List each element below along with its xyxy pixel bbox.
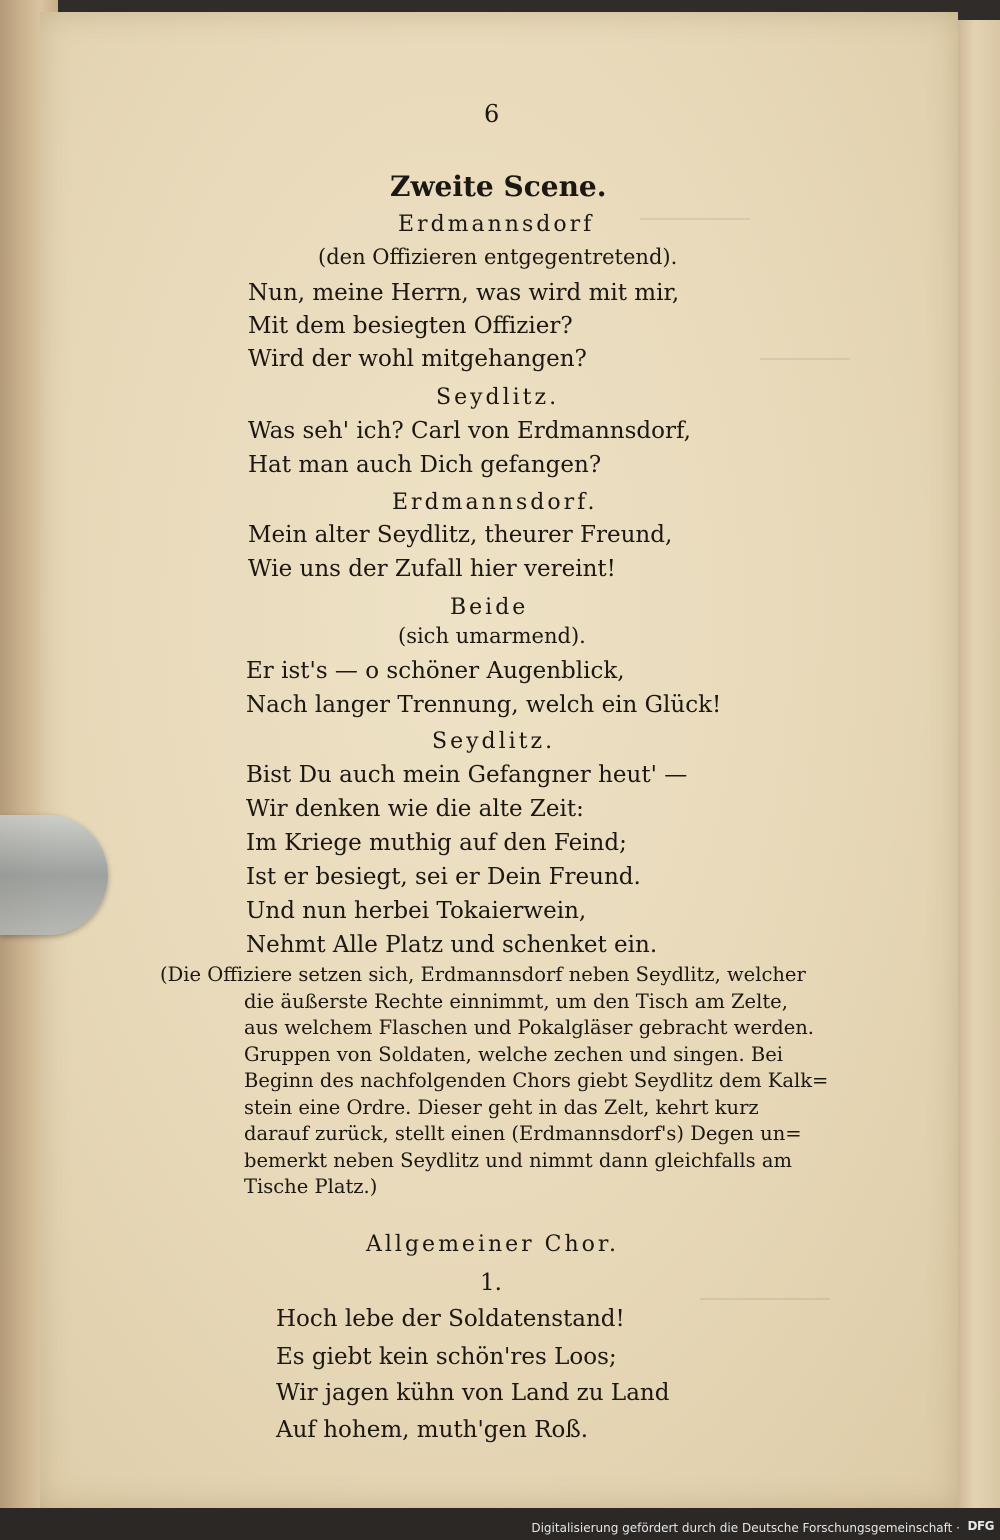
stage-direction-line: die äußerste Rechte einnimmt, um den Tisch am Zelte,	[244, 989, 788, 1013]
verse-line: Hat man auch Dich gefangen?	[248, 452, 602, 478]
verse-line: Mit dem besiegten Offizier?	[248, 313, 573, 339]
stage-direction-line: aus welchem Flaschen und Pokalgläser gebracht werden.	[244, 1016, 815, 1039]
verse-line: Hoch lebe der Soldatenstand!	[276, 1306, 625, 1332]
stage-direction-line: darauf zurück, stellt einen (Erdmannsdorf's) Degen un=	[244, 1122, 802, 1145]
verse-line: Wir jagen kühn von Land zu Land	[276, 1380, 670, 1406]
right-page-edge	[958, 20, 1000, 1508]
stage-direction-line: (Die Offiziere setzen sich, Erdmannsdorf neben Seydlitz, welcher	[160, 963, 806, 986]
stage-direction-line: Gruppen von Soldaten, welche zechen und singen. Bei	[244, 1042, 783, 1066]
speaker-seydlitz: Seydlitz.	[436, 385, 560, 410]
stage-direction-line: stein eine Ordre. Dieser geht in das Zelt, kehrt kurz	[244, 1095, 759, 1119]
stage-direction-line: bemerkt neben Seydlitz und nimmt dann gleichfalls am	[244, 1148, 792, 1172]
scene-title: Zweite Scene.	[390, 170, 607, 203]
verse-line: Im Kriege muthig auf den Feind;	[246, 830, 627, 856]
page-number: 6	[484, 100, 500, 128]
verse-line: Wie uns der Zufall hier vereint!	[248, 556, 616, 582]
verse-line: Wird der wohl mitgehangen?	[248, 346, 587, 372]
verse-line: Es giebt kein schön'res Loos;	[276, 1344, 617, 1370]
verse-line: Bist Du auch mein Gefangner heut' —	[246, 762, 688, 788]
stage-direction-line: Tische Platz.)	[244, 1175, 378, 1198]
verse-line: Wir denken wie die alte Zeit:	[246, 796, 584, 822]
verse-line: Auf hohem, muth'gen Roß.	[276, 1417, 589, 1443]
verse-line: Mein alter Seydlitz, theurer Freund,	[248, 522, 673, 548]
speaker-seydlitz: Seydlitz.	[432, 729, 556, 754]
verse-line: Nach langer Trennung, welch ein Glück!	[246, 692, 722, 718]
chorus-heading: Allgemeiner Chor.	[366, 1232, 620, 1257]
chorus-number: 1.	[480, 1270, 502, 1296]
stage-direction-inline: (sich umarmend).	[398, 624, 586, 648]
verse-line: Nun, meine Herrn, was wird mit mir,	[248, 280, 680, 306]
verse-line: Und nun herbei Tokaierwein,	[246, 898, 587, 924]
speaker-beide: Beide	[450, 595, 529, 620]
dfg-logo: DFG	[967, 1519, 994, 1533]
verse-line: Nehmt Alle Platz und schenket ein.	[246, 932, 658, 958]
stage-direction-paragraph	[160, 963, 840, 1202]
speaker-erdmannsdorf: Erdmannsdorf.	[392, 490, 598, 515]
speaker-erdmannsdorf: Erdmannsdorf	[398, 212, 595, 237]
stage-direction-line: Beginn des nachfolgenden Chors giebt Seydlitz dem Kalk=	[244, 1069, 829, 1092]
stage-direction-inline: (den Offizieren entgegentretend).	[318, 245, 678, 269]
bleed-through-mark	[640, 200, 750, 220]
verse-line: Er ist's — o schöner Augenblick,	[246, 658, 625, 684]
verse-line: Was seh' ich? Carl von Erdmannsdorf,	[248, 418, 691, 444]
bleed-through-mark	[760, 340, 850, 360]
digitization-credit: Digitalisierung gefördert durch die Deutsche Forschungsgemeinschaft ·	[531, 1521, 960, 1535]
verse-line: Ist er besiegt, sei er Dein Freund.	[246, 864, 641, 890]
bleed-through-mark	[700, 1280, 830, 1300]
